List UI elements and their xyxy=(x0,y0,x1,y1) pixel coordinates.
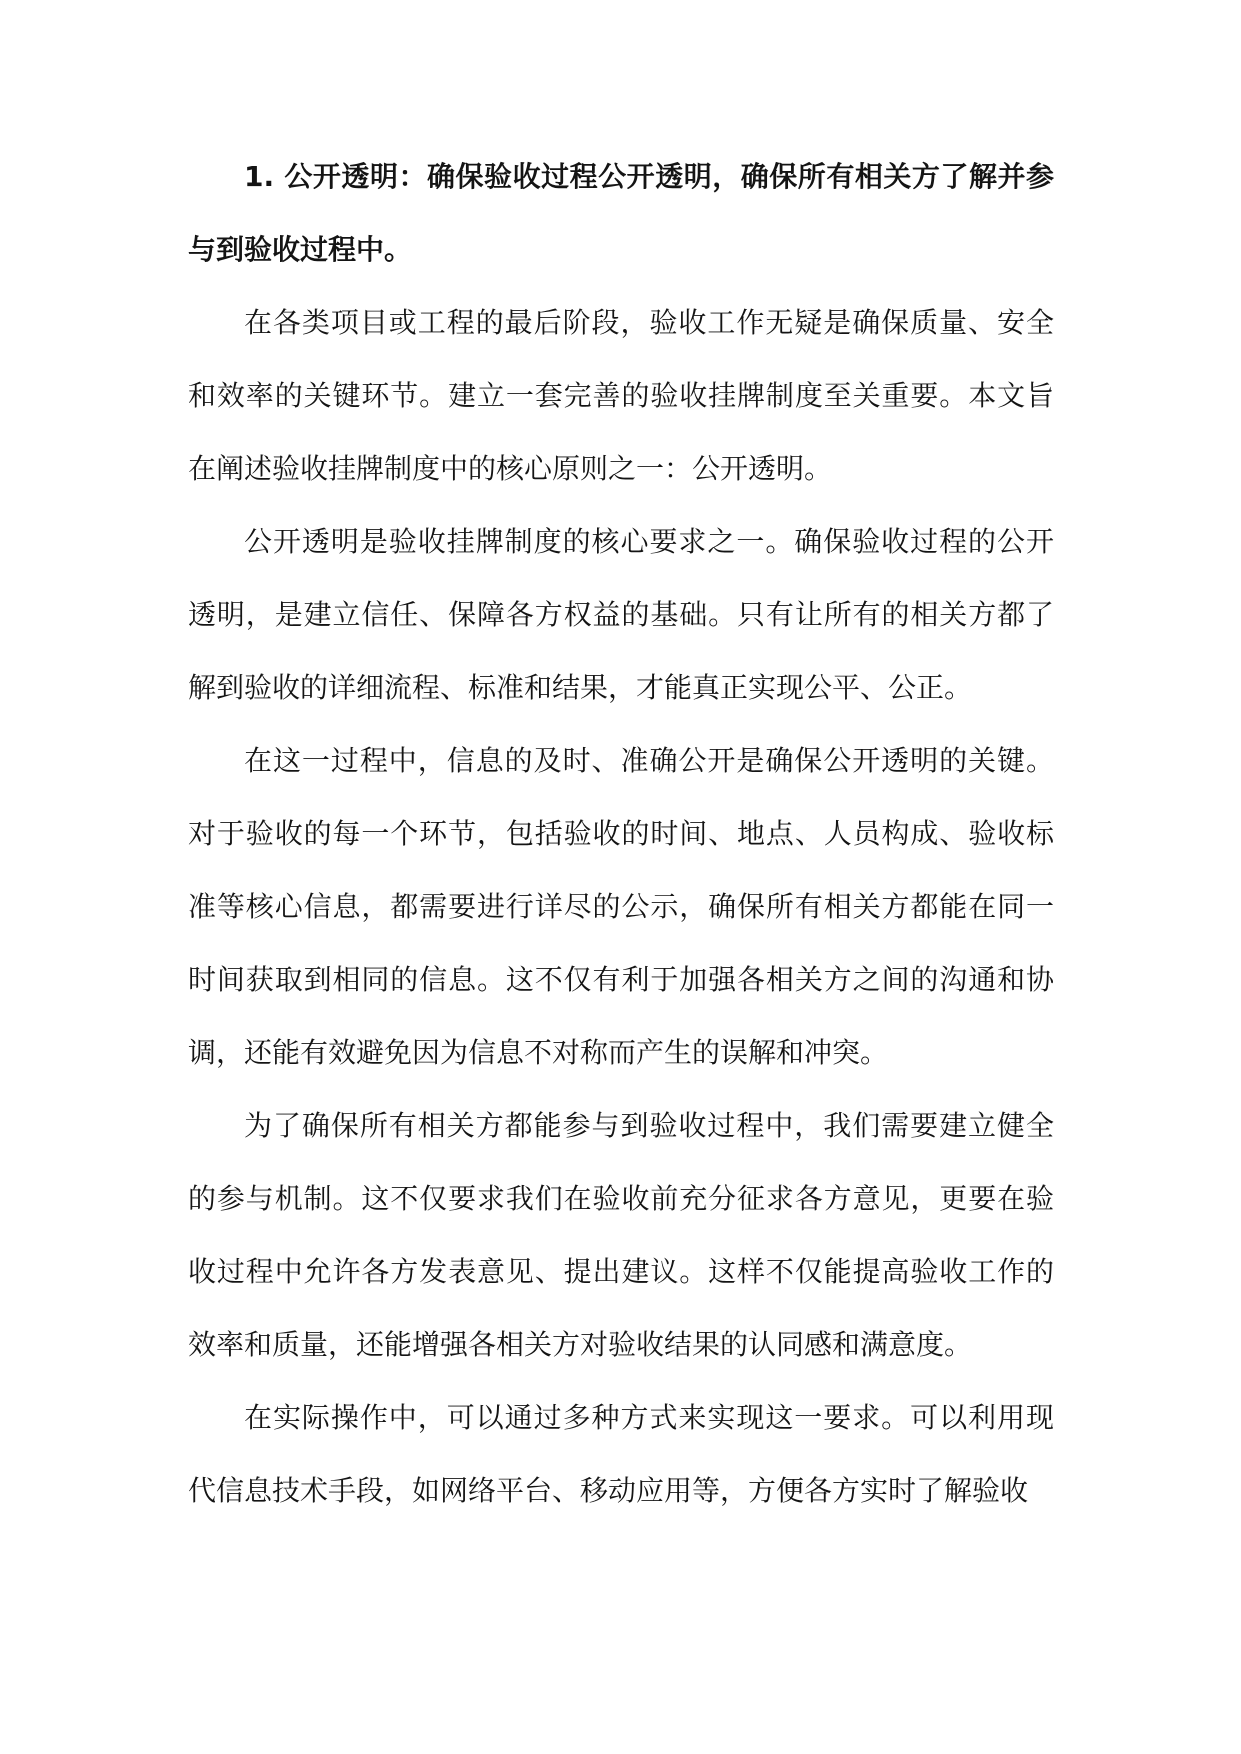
paragraph-1: 在各类项目或工程的最后阶段，验收工作无疑是确保质量、安全和效率的关键环节。建立一套完善的验收挂牌制度至关重要。本文旨在阐述验收挂牌制度中的核心原则之一：公开透明。 xyxy=(188,306,1054,485)
paragraph-4: 为了确保所有相关方都能参与到验收过程中，我们需要建立健全的参与机制。这不仅要求我们在验收前充分征求各方意见，更要在验收过程中允许各方发表意见、提出建议。这样不仅能提高验收工作的效率和质量，还能增强各相关方对验收结果的认同感和满意度。 xyxy=(188,1109,1054,1361)
document-body xyxy=(188,140,1054,1527)
paragraph-5: 在实际操作中，可以通过多种方式来实现这一要求。可以利用现代信息技术手段，如网络平台、移动应用等，方便各方实时了解验收 xyxy=(188,1401,1054,1507)
paragraph-3: 在这一过程中，信息的及时、准确公开是确保公开透明的关键。对于验收的每一个环节，包括验收的时间、地点、人员构成、验收标准等核心信息，都需要进行详尽的公示，确保所有相关方都能在同一时间获取到相同的信息。这不仅有利于加强各相关方之间的沟通和协调，还能有效避免因为信息不对称而产生的误解和冲突。 xyxy=(188,744,1054,1069)
paragraph-2: 公开透明是验收挂牌制度的核心要求之一。确保验收过程的公开透明，是建立信任、保障各方权益的基础。只有让所有的相关方都了解到验收的详细流程、标准和结果，才能真正实现公平、公正。 xyxy=(188,525,1054,704)
section-heading: 1. 公开透明：确保验收过程公开透明，确保所有相关方了解并参与到验收过程中。 xyxy=(188,160,1054,266)
